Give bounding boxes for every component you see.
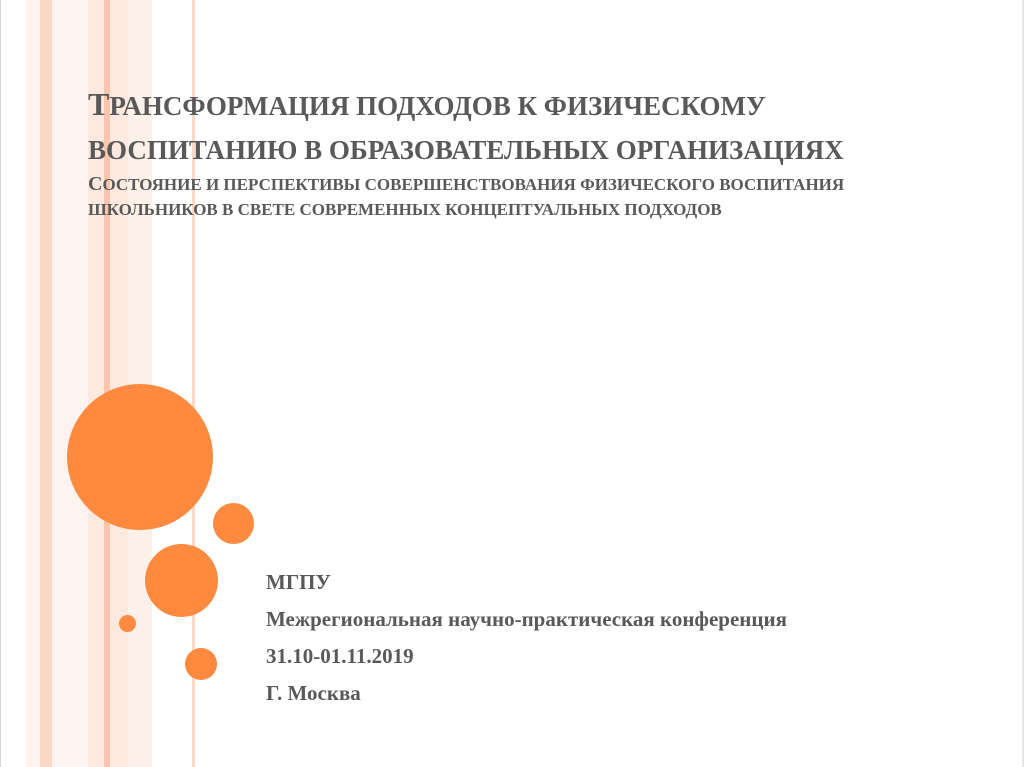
slide-title: [88, 82, 968, 222]
title-sub-text: ОСТОЯНИЕ И ПЕРСПЕКТИВЫ СОВЕРШЕНСТВОВАНИЯ ФИЗИЧЕСКОГО ВОСПИТАНИЯ ШКОЛЬНИКОВ В СВЕТЕ СОВРЕМЕННЫХ КОНЦЕПТУАЛЬНЫХ ПОДХОДОВ: [88, 175, 845, 219]
decor-stripe: [40, 0, 52, 767]
title-sub-initial: С: [88, 173, 103, 195]
title-main-initial: Т: [88, 86, 110, 122]
title-main-text: РАНСФОРМАЦИЯ ПОДХОДОВ К ФИЗИЧЕСКОМУ ВОСПИТАНИЮ В ОБРАЗОВАТЕЛЬНЫХ ОРГАНИЗАЦИЯХ: [88, 91, 844, 165]
city-text: Г. Москва: [266, 681, 361, 705]
dates-text: 31.10-01.11.2019: [266, 644, 414, 668]
title-subtitle: [88, 172, 968, 222]
decor-circle-medium: [145, 544, 218, 617]
organization-text: МГПУ: [266, 570, 331, 594]
title-main: [88, 82, 968, 172]
decor-circle-large: [67, 384, 213, 530]
info-block: [266, 564, 787, 712]
decor-circle-small: [185, 648, 217, 680]
conference-text: Межрегиональная научно-практическая конференция: [266, 607, 787, 631]
decor-circle-tiny: [119, 615, 136, 632]
decor-circle-small: [213, 503, 254, 544]
decor-stripe: [26, 0, 88, 767]
